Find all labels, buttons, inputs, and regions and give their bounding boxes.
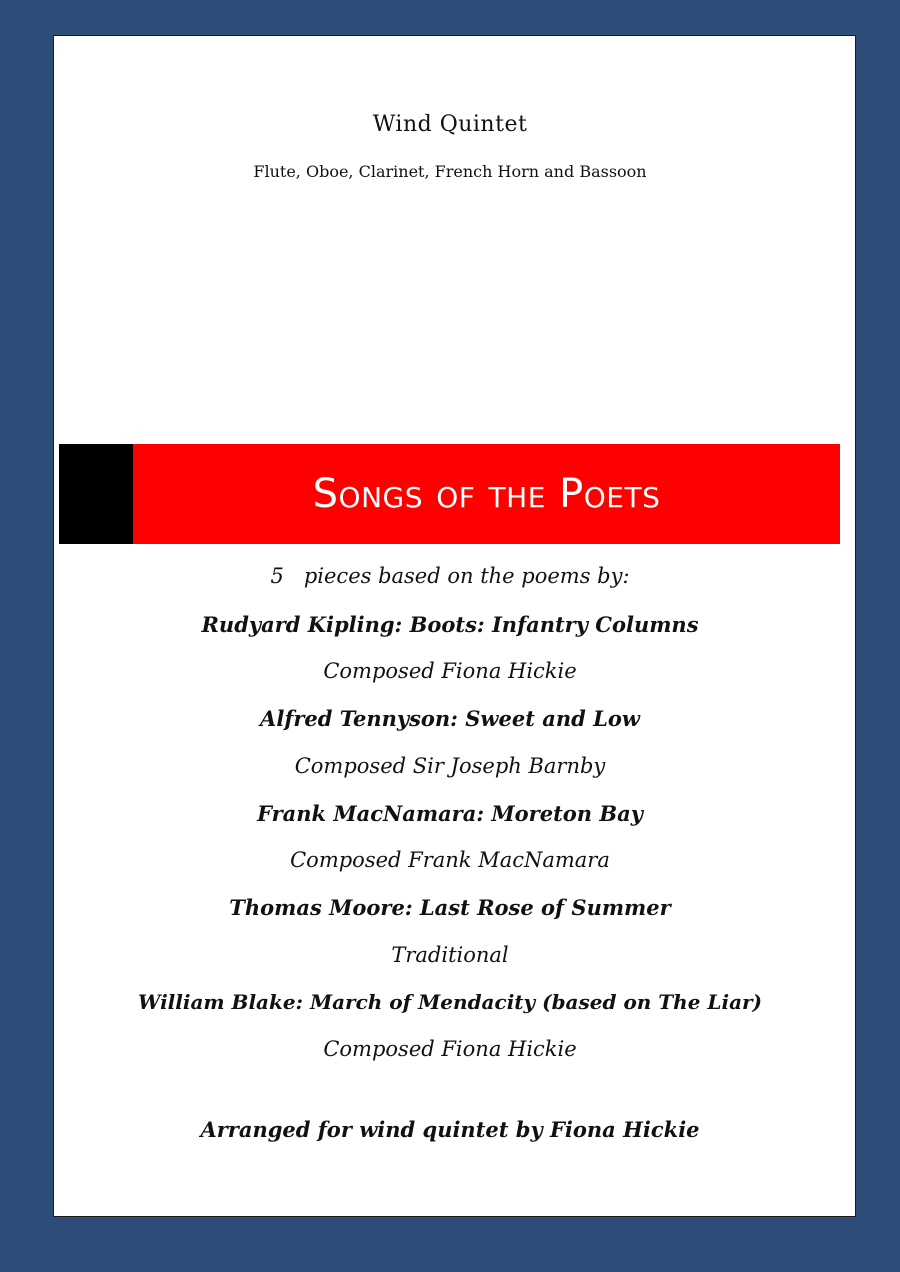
composer-credit-2: Composed Sir Joseph Barnby xyxy=(294,754,606,778)
instrument-list: Flute, Oboe, Clarinet, French Horn and Bassoon xyxy=(253,162,647,181)
poem-title-4: Thomas Moore: Last Rose of Summer xyxy=(229,895,671,920)
arranger-credit: Arranged for wind quintet by Fiona Hickie xyxy=(200,1117,700,1142)
intro-text: 5 pieces based on the poems by: xyxy=(270,564,630,588)
collection-title: Songs of the Poets xyxy=(312,471,661,517)
banner-black-block xyxy=(59,444,133,544)
composer-credit-5: Composed Fiona Hickie xyxy=(323,1037,577,1061)
poem-title-2: Alfred Tennyson: Sweet and Low xyxy=(260,706,640,731)
composer-credit-3: Composed Frank MacNamara xyxy=(290,848,610,872)
composer-credit-4: Traditional xyxy=(391,943,509,967)
ensemble-title: Wind Quintet xyxy=(372,112,528,137)
poem-title-3: Frank MacNamara: Moreton Bay xyxy=(257,801,643,826)
poem-title-1: Rudyard Kipling: Boots: Infantry Columns xyxy=(201,612,699,637)
composer-credit-1: Composed Fiona Hickie xyxy=(323,659,577,683)
poem-title-5: William Blake: March of Mendacity (based on The Liar) xyxy=(137,990,763,1014)
